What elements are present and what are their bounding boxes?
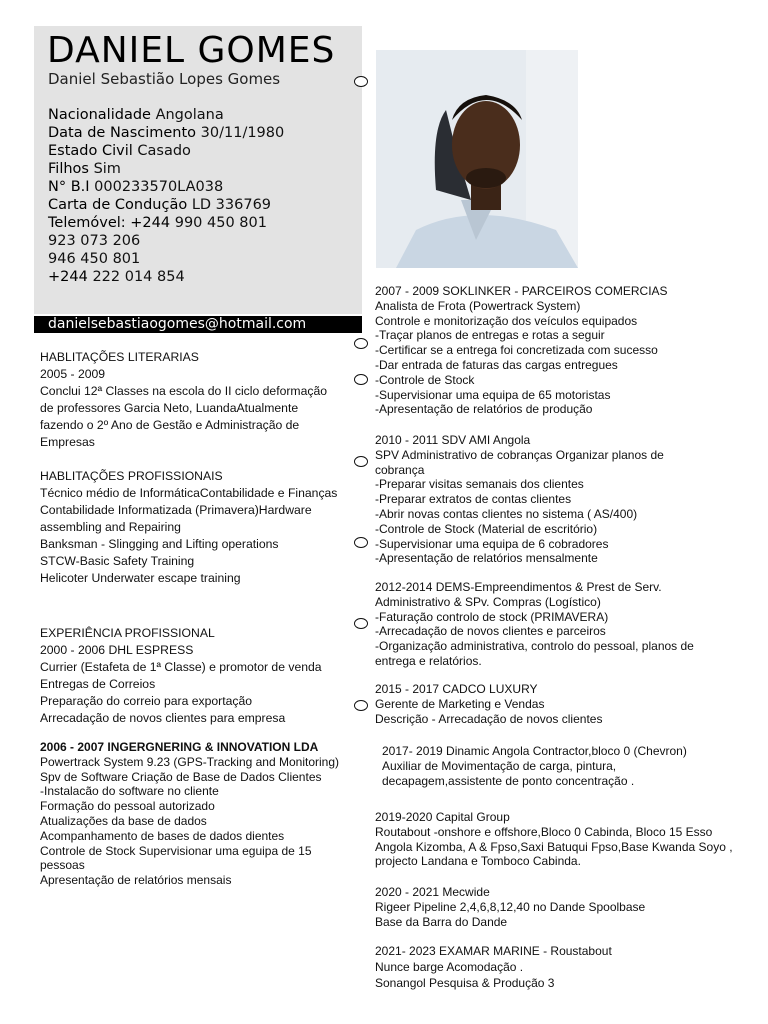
personal-info [48, 106, 284, 286]
job-entry [375, 885, 715, 929]
list-item: Administrativo & SPv. Compras (Logístico) [375, 594, 601, 609]
professional-section [40, 468, 342, 587]
timeline-marker [354, 374, 368, 385]
list-item: STCW-Basic Safety Training [40, 554, 195, 568]
job-title: 2012-2014 DEMS-Empreendimentos & Prest de Serv. [375, 580, 662, 594]
timeline-marker [354, 76, 368, 87]
list-item: Currier (Estafeta de 1ª Classe) e promotor de venda Entregas de Correios [40, 660, 322, 691]
info-row: Carta de Condução LD 336769 [48, 197, 272, 213]
job-title: 2006 - 2007 INGERGNERING & INNOVATION LDA [40, 740, 319, 754]
list-item: Apresentação de relatórios mensais [40, 873, 232, 888]
profile-photo [376, 50, 578, 268]
job-title: 2020 - 2021 Mecwide [375, 885, 490, 899]
list-item: -Instalacão do software no cliente [40, 784, 219, 799]
list-item: -Organização administrativa, controlo do pessoal, planos de entrega e relatórios. [375, 639, 694, 668]
list-item: -Abrir novas contas clientes no sistema ( AS/400) [375, 506, 638, 521]
education-text: Conclui 12ª Classes na escola do II ciclo deformação de professores Garcia Neto, LuandaAtualmente fazendo o 2º Ano de Gestão e Administração de Empresas [40, 384, 328, 449]
info-row: Estado Civil Casado [48, 143, 191, 159]
list-item: Descrição - Arrecadação de novos clientes [375, 711, 603, 726]
job-entry [375, 810, 735, 869]
list-item: Técnico médio de InformáticaContabilidade e Finanças [40, 486, 338, 500]
timeline-marker [354, 456, 368, 467]
landline-row: +244 222 014 854 [48, 269, 185, 285]
list-item: -Faturação controlo de stock (PRIMAVERA) [375, 609, 609, 624]
list-item: Preparação do correio para exportação [40, 694, 253, 708]
timeline-marker [354, 537, 368, 548]
email-address: danielsebastiaogomes@hotmail.com [48, 316, 307, 332]
job-entry [382, 744, 722, 788]
list-item: -Apresentação de relatórios mensalmente [375, 551, 598, 566]
list-item: Banksman - Slingging and Lifting operations [40, 537, 279, 551]
experience-title: EXPERIÊNCIA PROFISSIONAL [40, 626, 215, 640]
job-entry [375, 682, 715, 726]
list-item: Arrecadação de novos clientes para empresa [40, 711, 286, 725]
job-title: 2000 - 2006 DHL ESPRESS [40, 643, 194, 657]
list-item: Controle e monitorização dos veículos equipados [375, 313, 638, 328]
list-item: Rigeer Pipeline 2,4,6,8,12,40 no Dande Spoolbase [375, 899, 646, 914]
list-item: SPV Administrativo de cobranças Organizar planos de cobrança [375, 447, 664, 477]
education-years: 2005 - 2009 [40, 367, 106, 381]
list-item: -Controle de Stock (Material de escritório) [375, 521, 598, 536]
job-title: 2010 - 2011 SDV AMI Angola [375, 433, 531, 447]
timeline-marker [354, 618, 368, 629]
experience-section [40, 625, 342, 727]
list-item: -Controle de Stock [375, 372, 475, 387]
job-entry [375, 433, 695, 566]
job-entry [375, 943, 715, 991]
list-item: Formação do pessoal autorizado [40, 799, 215, 814]
timeline-marker [354, 338, 368, 349]
job-title: 2021- 2023 EXAMAR MARINE - Roustabout [375, 944, 612, 958]
job-entry [375, 284, 715, 417]
timeline-marker [354, 700, 368, 711]
list-item: -Apresentação de relatórios de produção [375, 402, 593, 417]
phone-number: 923 073 206 [48, 233, 141, 249]
list-item: -Supervisionar uma equipa de 65 motoristas [375, 387, 611, 402]
list-item: Sonangol Pesquisa & Produção 3 [375, 976, 555, 990]
info-row: Telemóvel: +244 990 450 801 [48, 215, 267, 231]
job-title: 2017- 2019 Dinamic Angola Contractor,bloco 0 (Chevron) [382, 744, 687, 758]
info-row: Nacionalidade Angolana [48, 107, 224, 123]
list-item: Auxiliar de Movimentação de carga, pintura, decapagem,assistente de ponto concentração . [382, 758, 635, 788]
list-item: -Arrecadação de novos clientes e parceiros [375, 624, 606, 639]
list-item: -Dar entrada de faturas das cargas entregues [375, 357, 618, 372]
info-row: Data de Nascimento 30/11/1980 [48, 125, 285, 141]
list-item: Gerente de Marketing e Vendas [375, 696, 545, 711]
list-item: Contabilidade Informatizada (Primavera)Hardware assembling and Repairing [40, 503, 312, 534]
list-item: Powertrack System 9.23 (GPS-Tracking and Monitoring) [40, 754, 339, 769]
list-item: -Preparar extratos de contas clientes [375, 492, 572, 507]
phone-number: 946 450 801 [48, 251, 141, 267]
list-item: Acompanhamento de bases de dados dientes [40, 828, 285, 843]
list-item: Atualizações da base de dados [40, 813, 207, 828]
list-item: Nunce barge Acomodação . [375, 960, 524, 974]
list-item: -Preparar visitas semanais dos clientes [375, 477, 584, 492]
education-title: HABLITAÇÕES LITERARIAS [40, 350, 199, 364]
list-item: -Supervisionar uma equipa de 6 cobradores [375, 536, 609, 551]
info-row: Filhos Sim [48, 161, 121, 177]
list-item: Base da Barra do Dande [375, 914, 508, 929]
candidate-name: DANIEL GOMES [47, 30, 336, 71]
job-title: 2007 - 2009 SOKLINKER - PARCEIROS COMERCIAS [375, 284, 668, 298]
list-item: -Traçar planos de entregas e rotas a seguir [375, 328, 605, 343]
list-item: Analista de Frota (Powertrack System) [375, 298, 581, 313]
list-item: Routabout -onshore e offshore,Bloco 0 Cabinda, Bloco 15 Esso Angola Kizomba, A & Fpso,Saxi Batuqui Fpso,Base Kwanda Soyo , projecto Landana e Tomboco Cabinda. [375, 824, 733, 869]
list-item: -Certificar se a entrega foi concretizada com sucesso [375, 343, 658, 358]
list-item: Helicoter Underwater escape training [40, 571, 241, 585]
person-portrait-icon [376, 50, 578, 268]
candidate-full-name: Daniel Sebastião Lopes Gomes [48, 70, 281, 88]
education-section [40, 349, 340, 451]
info-row: N° B.I 000233570LA038 [48, 179, 224, 195]
job-title: 2015 - 2017 CADCO LUXURY [375, 682, 538, 696]
list-item: Spv de Software Criação de Base de Dados Clientes [40, 769, 322, 784]
job-entry [40, 740, 340, 888]
list-item: Controle de Stock Supervisionar uma eguipa de 15 pessoas [40, 843, 312, 873]
job-entry [375, 580, 725, 669]
job-title: 2019-2020 Capital Group [375, 810, 510, 824]
professional-title: HABLITAÇÕES PROFISSIONAIS [40, 469, 223, 483]
